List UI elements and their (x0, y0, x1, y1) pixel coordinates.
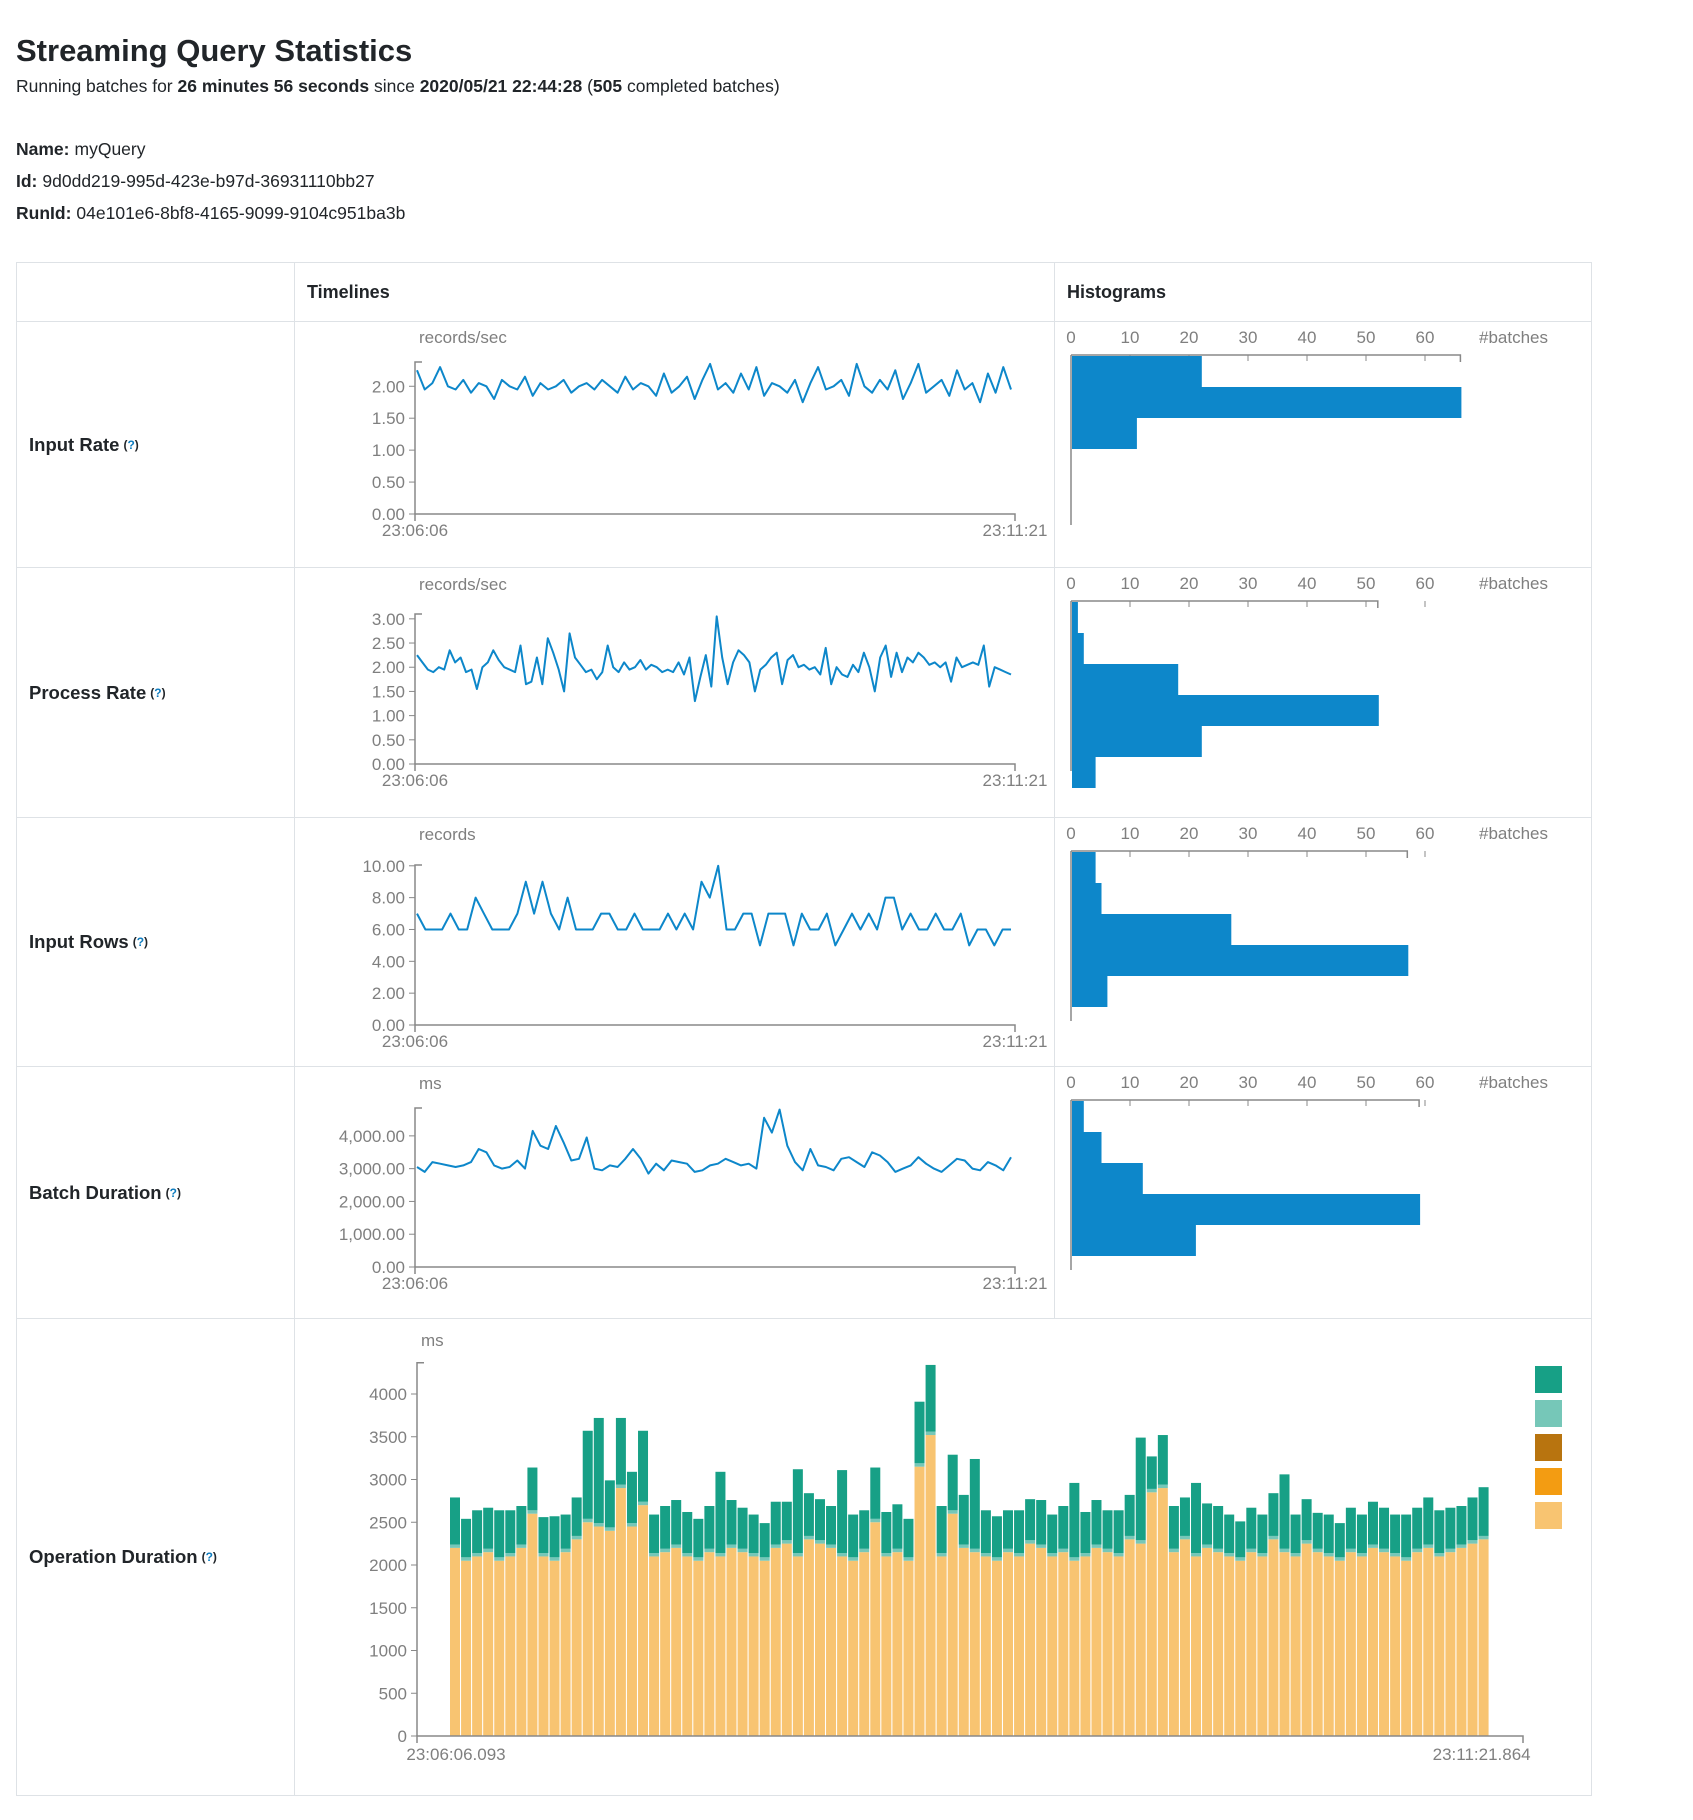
svg-text:1.00: 1.00 (371, 706, 405, 726)
svg-text:50: 50 (1356, 328, 1376, 347)
svg-text:23:06:06: 23:06:06 (381, 521, 449, 540)
svg-text:30: 30 (1238, 1073, 1258, 1092)
svg-text:records: records (419, 825, 476, 844)
svg-text:4000: 4000 (369, 1385, 407, 1404)
svg-text:2.50: 2.50 (371, 634, 405, 654)
svg-text:1500: 1500 (369, 1598, 407, 1618)
row-input-rate (17, 321, 294, 567)
input-rows-label: Input Rows (29, 931, 129, 952)
svg-text:#batches: #batches (1479, 328, 1548, 347)
svg-text:10.00: 10.00 (362, 856, 405, 876)
svg-text:20: 20 (1179, 574, 1199, 593)
svg-text:records/sec: records/sec (419, 328, 507, 347)
svg-text:0: 0 (397, 1727, 407, 1746)
svg-text:0: 0 (1066, 1073, 1076, 1092)
svg-text:20: 20 (1179, 1073, 1199, 1092)
svg-text:0.50: 0.50 (371, 473, 405, 493)
svg-text:3500: 3500 (369, 1427, 407, 1447)
svg-text:0: 0 (1066, 328, 1076, 347)
svg-text:40: 40 (1297, 328, 1317, 347)
process-rate-histogram-chart (1055, 568, 1591, 817)
svg-text:3000: 3000 (369, 1470, 407, 1490)
row-operation-duration (17, 1318, 294, 1795)
operation-duration-chart-cell (294, 1318, 1591, 1795)
query-id-row (16, 171, 375, 192)
input-rows-timeline-cell (294, 817, 1054, 1066)
input-rate-histogram-cell (1054, 321, 1591, 567)
svg-text:23:06:06: 23:06:06 (381, 771, 449, 790)
svg-text:0.00: 0.00 (371, 1016, 405, 1035)
header-histograms (1054, 263, 1591, 321)
svg-text:60: 60 (1415, 328, 1435, 347)
process-rate-timeline-cell (294, 567, 1054, 817)
svg-text:#batches: #batches (1479, 1073, 1548, 1092)
svg-text:0.00: 0.00 (371, 505, 405, 524)
id-value: 9d0dd219-995d-423e-b97d-36931110bb27 (42, 171, 375, 191)
timelines-header-label: Timelines (307, 281, 390, 302)
input-rate-help-icon[interactable]: (?) (123, 437, 139, 452)
svg-text:10: 10 (1120, 824, 1140, 843)
svg-text:1.00: 1.00 (371, 441, 405, 461)
svg-text:1000: 1000 (369, 1641, 407, 1661)
svg-text:4,000.00: 4,000.00 (338, 1126, 405, 1146)
svg-text:records/sec: records/sec (419, 575, 507, 594)
svg-text:60: 60 (1415, 1073, 1435, 1092)
svg-text:ms: ms (421, 1331, 444, 1350)
running-duration: 26 minutes 56 seconds (177, 76, 370, 96)
operation-duration-label: Operation Duration (29, 1546, 198, 1567)
svg-text:60: 60 (1415, 824, 1435, 843)
start-timestamp: 2020/05/21 22:44:28 (419, 76, 583, 96)
svg-text:8.00: 8.00 (371, 888, 405, 908)
svg-text:10: 10 (1120, 328, 1140, 347)
operation-duration-help-icon[interactable]: (?) (201, 1550, 217, 1564)
svg-text:2,000.00: 2,000.00 (338, 1192, 405, 1212)
svg-text:23:11:21: 23:11:21 (982, 1274, 1048, 1293)
svg-text:30: 30 (1238, 574, 1258, 593)
query-name-row (16, 139, 145, 160)
runid-label: RunId: (16, 203, 72, 223)
svg-text:30: 30 (1238, 824, 1258, 843)
svg-text:2500: 2500 (369, 1513, 407, 1533)
svg-text:50: 50 (1356, 1073, 1376, 1092)
process-rate-label: Process Rate (29, 681, 147, 703)
name-value: myQuery (74, 139, 146, 159)
svg-text:0: 0 (1066, 574, 1076, 593)
svg-text:40: 40 (1297, 1073, 1317, 1092)
subtitle-text: ( (582, 76, 593, 96)
batch-duration-label: Batch Duration (29, 1181, 162, 1203)
id-label: Id: (16, 171, 38, 191)
svg-text:0: 0 (1066, 824, 1076, 843)
input-rows-timeline-chart (295, 818, 1054, 1066)
svg-text:40: 40 (1297, 824, 1317, 843)
svg-text:4.00: 4.00 (371, 952, 405, 972)
input-rows-histogram-chart (1055, 818, 1591, 1066)
svg-text:23:11:21: 23:11:21 (982, 771, 1048, 790)
svg-text:1.50: 1.50 (371, 409, 405, 429)
process-rate-help-icon[interactable]: (?) (150, 685, 166, 700)
svg-text:23:11:21: 23:11:21 (982, 1032, 1048, 1051)
svg-text:50: 50 (1356, 824, 1376, 843)
process-rate-timeline-chart (295, 568, 1054, 817)
svg-text:30: 30 (1238, 328, 1258, 347)
batch-duration-timeline-cell (294, 1066, 1054, 1318)
svg-text:500: 500 (378, 1684, 407, 1704)
batch-duration-histogram-cell (1054, 1066, 1591, 1318)
subtitle-text: since (369, 76, 420, 96)
completed-batches-count: 505 (592, 76, 623, 96)
svg-text:0.50: 0.50 (371, 730, 405, 750)
statistics-table (16, 262, 1592, 1796)
running-batches-summary (16, 76, 780, 97)
page-title: Streaming Query Statistics (16, 32, 413, 68)
batch-duration-help-icon[interactable]: (?) (165, 1185, 181, 1200)
svg-text:#batches: #batches (1479, 824, 1548, 843)
svg-text:50: 50 (1356, 574, 1376, 593)
header-empty-cell (17, 263, 294, 321)
batch-duration-timeline-chart (295, 1067, 1054, 1318)
subtitle-text: Running batches for (16, 76, 178, 96)
svg-text:0.00: 0.00 (371, 755, 405, 774)
query-runid-row (16, 203, 405, 224)
svg-text:23:06:06: 23:06:06 (381, 1032, 449, 1051)
subtitle-text: completed batches) (622, 76, 780, 96)
header-timelines (294, 263, 1054, 321)
process-rate-histogram-cell (1054, 567, 1591, 817)
svg-text:ms: ms (419, 1074, 442, 1093)
svg-text:2000: 2000 (369, 1556, 407, 1575)
input-rate-timeline-chart (295, 322, 1054, 567)
svg-text:1.50: 1.50 (371, 682, 405, 702)
svg-text:20: 20 (1179, 824, 1199, 843)
svg-text:1,000.00: 1,000.00 (338, 1225, 405, 1245)
input-rows-histogram-cell (1054, 817, 1591, 1066)
input-rows-help-icon[interactable]: (?) (132, 935, 149, 949)
svg-text:3.00: 3.00 (371, 609, 405, 629)
svg-text:2.00: 2.00 (371, 984, 405, 1004)
svg-text:20: 20 (1179, 328, 1199, 347)
batch-duration-histogram-chart (1055, 1067, 1591, 1318)
svg-text:23:06:06: 23:06:06 (381, 1274, 449, 1293)
input-rate-timeline-cell (294, 321, 1054, 567)
svg-text:0.00: 0.00 (371, 1258, 405, 1277)
row-input-rows (17, 817, 294, 1066)
name-label: Name: (16, 139, 70, 159)
svg-text:40: 40 (1297, 574, 1317, 593)
svg-text:3,000.00: 3,000.00 (338, 1159, 405, 1179)
runid-value: 04e101e6-8bf8-4165-9099-9104c951ba3b (76, 203, 406, 223)
svg-text:23:06:06.093: 23:06:06.093 (406, 1745, 506, 1764)
svg-text:23:11:21.864: 23:11:21.864 (1432, 1745, 1531, 1764)
svg-text:23:11:21: 23:11:21 (982, 521, 1048, 540)
svg-text:10: 10 (1120, 1073, 1140, 1092)
row-process-rate (17, 567, 294, 817)
svg-text:2.00: 2.00 (371, 658, 405, 678)
input-rate-histogram-chart (1055, 322, 1591, 567)
operation-duration-stacked-chart (295, 1319, 1591, 1795)
svg-text:6.00: 6.00 (371, 920, 405, 940)
svg-text:#batches: #batches (1479, 574, 1548, 593)
row-batch-duration (17, 1066, 294, 1318)
input-rate-label: Input Rate (29, 433, 120, 455)
svg-text:10: 10 (1120, 574, 1140, 593)
svg-text:2.00: 2.00 (371, 377, 405, 397)
histograms-header-label: Histograms (1067, 281, 1167, 302)
svg-text:60: 60 (1415, 574, 1435, 593)
